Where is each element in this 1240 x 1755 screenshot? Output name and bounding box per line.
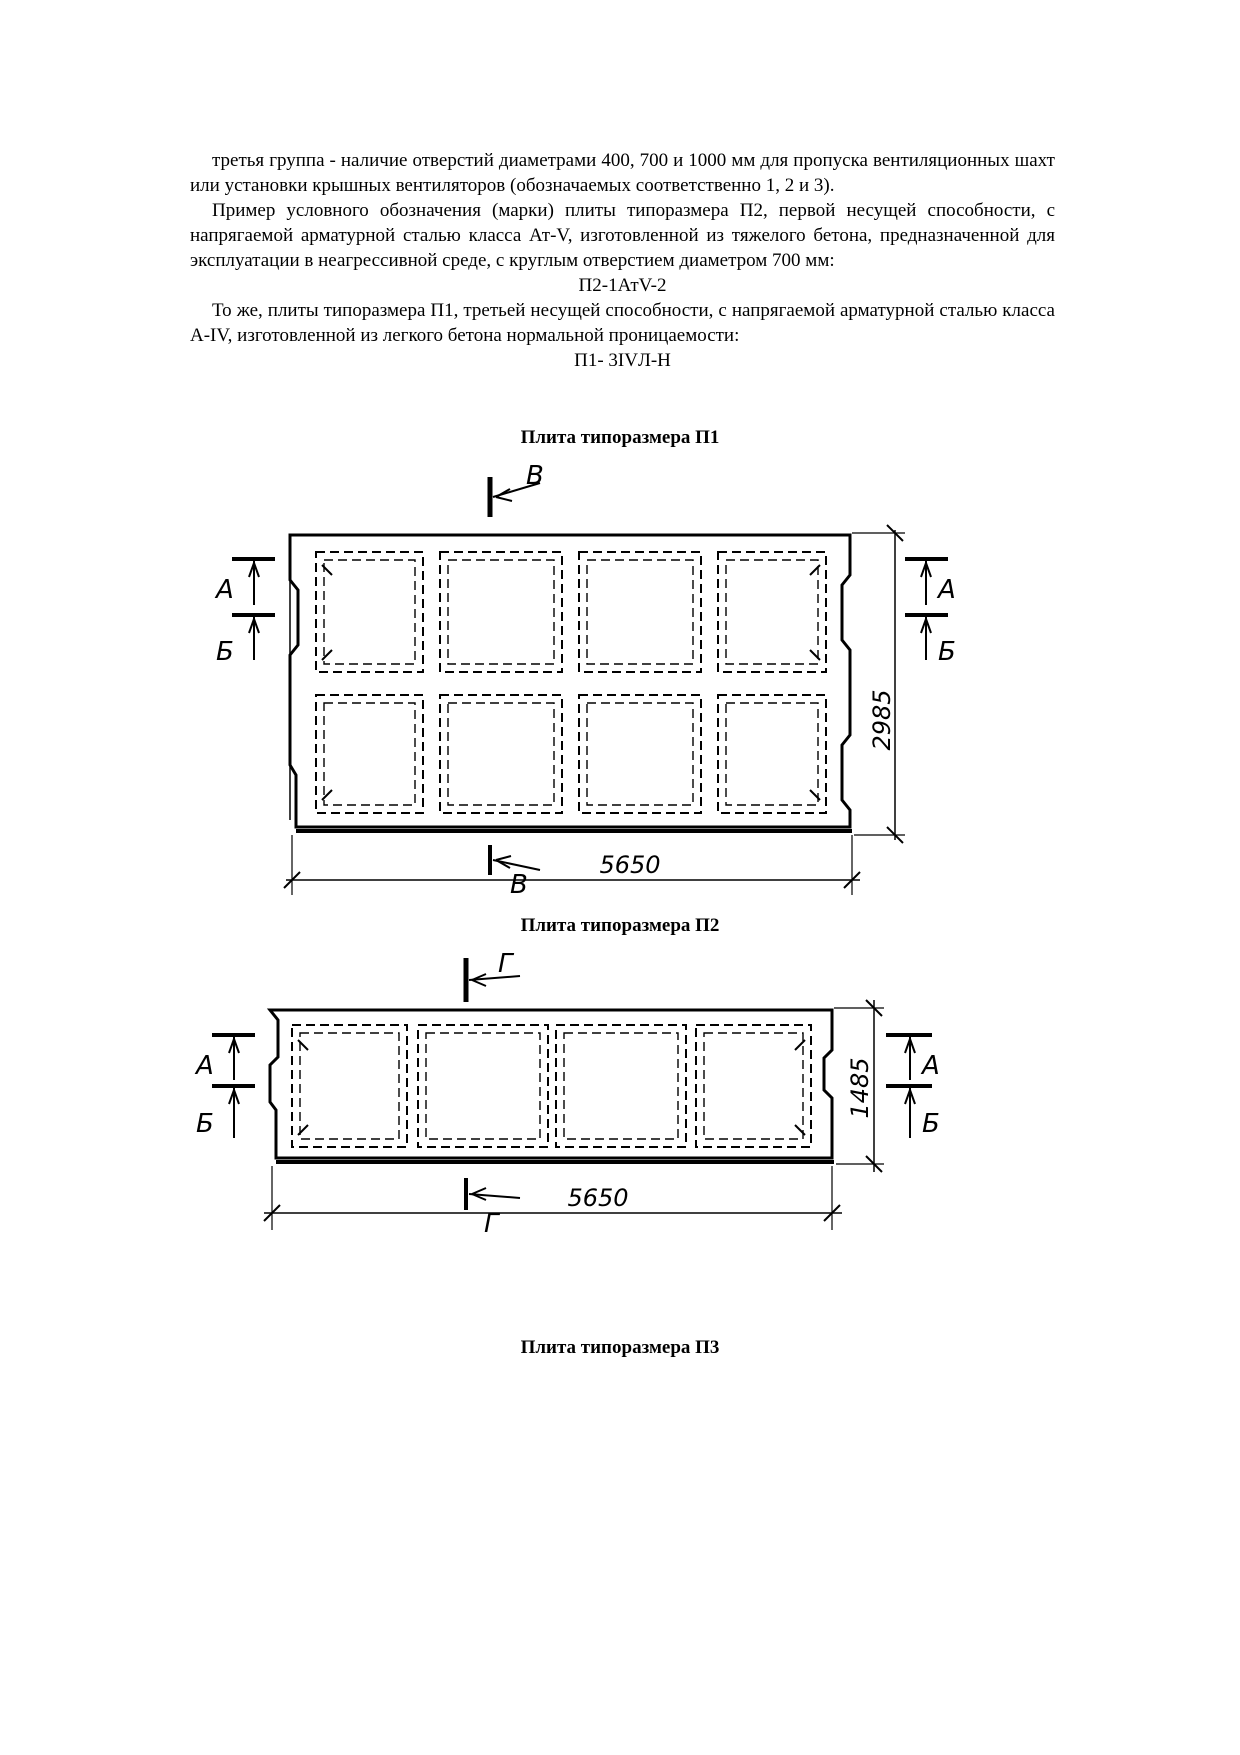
label-p2-right-a: А xyxy=(922,1051,940,1081)
cell-p1-r2c4 xyxy=(718,695,826,813)
label-p1-height-dim: 2985 xyxy=(868,689,896,751)
cell-p1-r1c1 xyxy=(316,552,423,672)
paragraph-same-p1: То же, плиты типоразмера П1, третьей несущей способности, с напрягаемой арматурной сталью класса A-IV, изготовленной из легкого бетона нормальной проницаемости: xyxy=(190,300,1055,346)
label-p2-section-bottom: Г xyxy=(484,1209,499,1239)
cell-p2-c3 xyxy=(556,1025,686,1147)
paragraph-designation-example: Пример условного обозначения (марки) плиты типоразмера П2, первой несущей способности, с напрягаемой арматурной сталью класса Ат-V, изготовленной из тяжелого бетона, предназначенной для эксплуатации в неагрессивной среде, с круглым отверстием диаметром 700 мм: xyxy=(190,200,1055,271)
cell-p1-r1c2 xyxy=(440,552,562,672)
label-p2-left-b: Б xyxy=(196,1109,214,1139)
cell-p1-r2c2 xyxy=(440,695,562,813)
label-p2-right-b: Б xyxy=(922,1109,940,1139)
label-p2-height-dim: 1485 xyxy=(846,1057,874,1119)
label-p1-width-dim: 5650 xyxy=(599,851,661,879)
slab-p2-outline xyxy=(270,1010,832,1158)
label-p1-left-b: Б xyxy=(216,637,234,667)
label-p1-left-a: А xyxy=(216,575,234,605)
label-p1-right-a: А xyxy=(938,575,956,605)
label-p2-width-dim: 5650 xyxy=(567,1184,629,1212)
cell-p2-c2 xyxy=(418,1025,548,1147)
caption-p3: Плита типоразмера П3 xyxy=(520,1337,720,1358)
cell-p1-r1c4 xyxy=(718,552,826,672)
paragraph-third-group: третья группа - наличие отверстий диаметрами 400, 700 и 1000 мм для пропуска вентиляционных шахт или установки крышных вентиляторов (обозначаемых соответственно 1, 2 и 3). xyxy=(190,150,1055,196)
label-p1-section-bottom: В xyxy=(510,870,528,900)
cell-p1-r2c1 xyxy=(316,695,423,813)
cell-p2-c4 xyxy=(696,1025,811,1147)
cell-p1-r1c3 xyxy=(579,552,701,672)
slab-p1-outline xyxy=(290,535,850,827)
designation-code-p1: П1- 3IVЛ-Н xyxy=(574,350,671,371)
label-p2-left-a: А xyxy=(196,1051,214,1081)
caption-p2: Плита типоразмера П2 xyxy=(520,915,720,936)
cell-p2-c1 xyxy=(292,1025,407,1147)
drawing-slab-p1 xyxy=(0,455,1240,925)
drawing-slab-p2 xyxy=(0,940,1240,1240)
caption-p1: Плита типоразмера П1 xyxy=(520,427,720,448)
label-p1-section-top: В xyxy=(526,461,544,491)
cell-p1-r2c3 xyxy=(579,695,701,813)
label-p1-right-b: Б xyxy=(938,637,956,667)
body-text xyxy=(190,148,1055,373)
label-p2-section-top: Г xyxy=(498,949,513,979)
designation-code-p2: П2-1АтV-2 xyxy=(578,275,667,296)
